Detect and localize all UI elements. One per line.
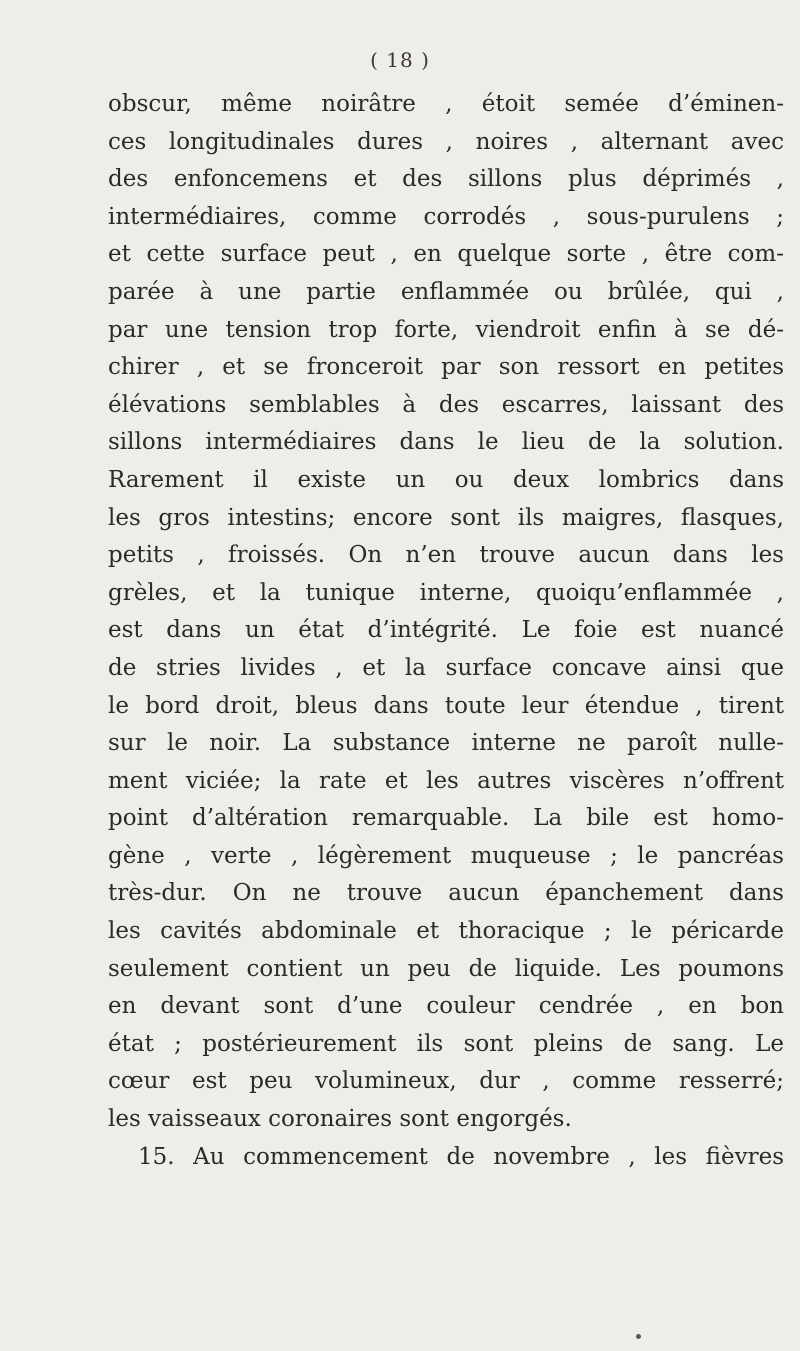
text-line: de stries livides , et la surface concave ainsi que <box>108 654 784 681</box>
text-line: sillons intermédiaires dans le lieu de la solution. <box>108 429 784 456</box>
text-line: des enfoncemens et des sillons plus déprimés , <box>108 166 784 193</box>
text-line: cœur est peu volumineux, dur , comme resserré; <box>108 1068 784 1095</box>
text-line: parée à une partie enflammée ou brûlée, qui , <box>108 278 784 305</box>
text-line: petits , froissés. On n’en trouve aucun dans les <box>108 542 784 569</box>
text-line: point d’altération remarquable. La bile est homo- <box>108 805 784 832</box>
text-line: élévations semblables à des escarres, laissant des <box>108 391 784 418</box>
text-line: par une tension trop forte, viendroit enfin à se dé- <box>108 316 784 343</box>
page-number: ( 18 ) <box>370 48 430 72</box>
text-line: ces longitudinales dures , noires , alternant avec <box>108 128 784 155</box>
text-line: intermédiaires, comme corrodés , sous-purulens ; <box>108 203 784 230</box>
text-line: ment viciée; la rate et les autres viscères n’offrent <box>108 767 784 794</box>
text-line: obscur, même noirâtre , étoit semée d’éminen- <box>108 91 784 117</box>
body-text <box>108 86 784 1176</box>
text-line: état ; postérieurement ils sont pleins de sang. Le <box>108 1030 784 1057</box>
text-line: en devant sont d’une couleur cendrée , en bon <box>108 993 784 1020</box>
text-line: est dans un état d’intégrité. Le foie est nuancé <box>108 617 784 644</box>
text-line: sur le noir. La substance interne ne paroît nulle- <box>108 730 784 757</box>
text-line: gène , verte , légèrement muqueuse ; le pancréas <box>108 842 784 869</box>
text-line: grèles, et la tunique interne, quoiqu’enflammée , <box>108 579 784 606</box>
text-line: les gros intestins; encore sont ils maigres, flasques, <box>108 504 784 531</box>
text-line: les cavités abdominale et thoracique ; le péricarde <box>108 918 784 945</box>
text-line: chirer , et se fronceroit par son ressort en petites <box>108 354 784 381</box>
text-line: très-dur. On ne trouve aucun épanchement dans <box>108 880 784 907</box>
ink-speck <box>636 1334 641 1339</box>
numbered-paragraph-line: 15. Au commencement de novembre , les fièvres <box>138 1143 784 1170</box>
text-line: seulement contient un peu de liquide. Les poumons <box>108 955 784 982</box>
text-line: et cette surface peut , en quelque sorte , être com- <box>108 241 784 268</box>
text-line: le bord droit, bleus dans toute leur étendue , tirent <box>108 692 784 719</box>
text-line: Rarement il existe un ou deux lombrics dans <box>108 466 784 493</box>
paragraph-end-line: les vaisseaux coronaires sont engorgés. <box>108 1106 572 1133</box>
